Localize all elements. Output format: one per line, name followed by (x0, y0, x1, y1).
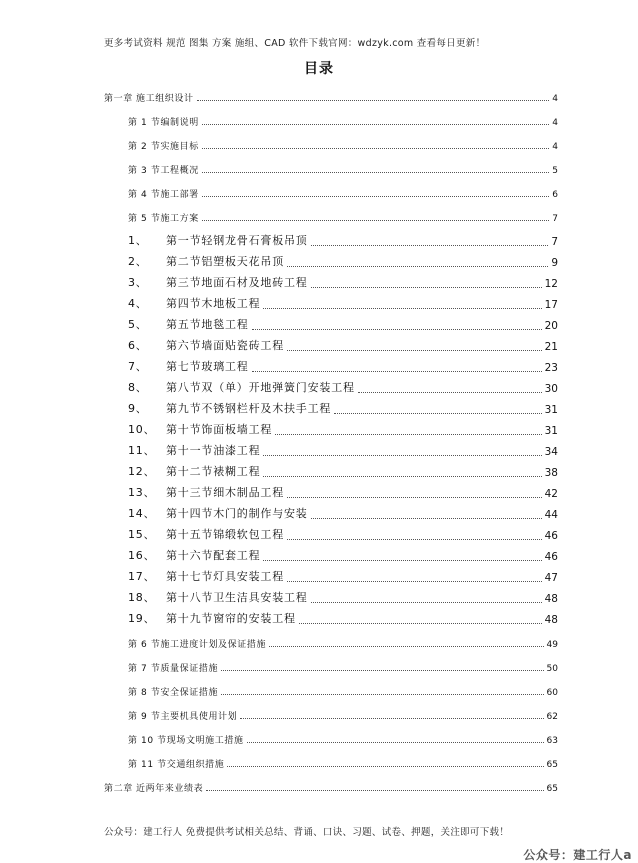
dot-leader (263, 475, 541, 477)
toc-entry-page: 7 (551, 236, 558, 248)
toc-entry-title: 交通组织措施 (166, 760, 225, 770)
dot-leader (227, 765, 543, 767)
toc-entry-number: 15、 (128, 528, 156, 541)
dot-leader (275, 433, 541, 435)
dot-leader (206, 789, 543, 791)
toc-entry-number: 第 2 节 (128, 142, 161, 152)
toc-entry[interactable] (128, 112, 558, 128)
toc-entry-page: 31 (544, 404, 558, 416)
dot-leader (287, 538, 542, 540)
toc-entry-title: 第三节地面石材及地砖工程 (166, 276, 308, 289)
toc-entry-page: 20 (544, 320, 558, 332)
toc-entry[interactable] (128, 295, 558, 311)
toc-entry-page: 23 (544, 362, 558, 374)
toc-entry-page: 4 (552, 94, 558, 104)
toc-entry-title: 第四节木地板工程 (166, 297, 261, 310)
page-title: 目录 (304, 61, 334, 77)
toc-entry-number: 第 9 节 (128, 712, 161, 722)
toc-entry-page: 30 (544, 383, 558, 395)
header-note: 更多考试资料 规范 图集 方案 施组、CAD 软件下载官网：wdzyk.com 查看每日更新！ (104, 38, 486, 49)
toc-entry-page: 5 (552, 166, 558, 176)
toc-entry-number: 第 11 节 (128, 760, 167, 770)
toc-entry-page: 46 (544, 551, 558, 563)
toc-entry-number: 18、 (128, 591, 156, 604)
toc-entry[interactable] (128, 706, 558, 722)
toc-entry-title: 第十三节细木制品工程 (166, 486, 284, 499)
toc-entry-number: 2、 (128, 255, 148, 268)
dot-leader (202, 123, 549, 125)
toc-entry-number: 第一章 (104, 94, 133, 104)
toc-entry-number: 17、 (128, 570, 156, 583)
dot-leader (202, 171, 549, 173)
dot-leader (311, 286, 542, 288)
toc-entry[interactable] (128, 136, 558, 152)
dot-leader (202, 219, 549, 221)
toc-entry-number: 19、 (128, 612, 156, 625)
toc-entry-number: 7、 (128, 360, 148, 373)
toc-entry-page: 44 (544, 509, 558, 521)
toc-entry-number: 9、 (128, 402, 148, 415)
toc-entry-title: 施工组织设计 (136, 94, 194, 104)
toc-entry-page: 49 (546, 640, 558, 650)
toc-entry-page: 9 (551, 257, 558, 269)
dot-leader (311, 244, 549, 246)
toc-entry-number: 10、 (128, 423, 156, 436)
toc-entry[interactable] (128, 208, 558, 224)
toc-entry-title: 第二节铝塑板天花吊顶 (166, 255, 284, 268)
toc-entry-number: 第 8 节 (128, 688, 161, 698)
dot-leader (311, 601, 542, 603)
dot-leader (252, 370, 542, 372)
dot-leader (299, 622, 542, 624)
toc-entry-title: 近两年来业绩表 (136, 784, 204, 794)
toc-entry[interactable] (128, 337, 558, 353)
toc-entry-title: 施工方案 (160, 214, 199, 224)
toc-entry-title: 第十二节裱糊工程 (166, 465, 261, 478)
toc-entry-page: 65 (546, 784, 558, 794)
toc-entry-page: 50 (546, 664, 558, 674)
toc-entry[interactable] (128, 547, 558, 563)
toc-entry-title: 第一节轻钢龙骨石膏板吊顶 (166, 234, 308, 247)
toc-entry-page: 62 (546, 712, 558, 722)
dot-leader (334, 412, 541, 414)
toc-entry[interactable] (104, 88, 558, 104)
dot-leader (247, 741, 544, 743)
toc-entry-number: 12、 (128, 465, 156, 478)
toc-entry-number: 第 7 节 (128, 664, 161, 674)
toc-entry-page: 31 (544, 425, 558, 437)
toc-entry[interactable] (128, 421, 558, 437)
toc-entry-page: 7 (552, 214, 558, 224)
toc-entry-number: 第二章 (104, 784, 133, 794)
toc-entry[interactable] (128, 358, 558, 374)
toc-entry-number: 第 4 节 (128, 190, 161, 200)
dot-leader (269, 645, 543, 647)
toc-entry-number: 6、 (128, 339, 148, 352)
toc-entry-page: 42 (544, 488, 558, 500)
toc-entry-title: 第九节不锈钢栏杆及木扶手工程 (166, 402, 332, 415)
toc-entry-title: 安全保证措施 (160, 688, 219, 698)
toc-entry[interactable] (128, 568, 558, 584)
toc-entry-page: 34 (544, 446, 558, 458)
toc-entry-page: 60 (546, 688, 558, 698)
toc-entry-number: 4、 (128, 297, 148, 310)
dot-leader (197, 99, 550, 101)
toc-entry-page: 4 (552, 142, 558, 152)
toc-entry-title: 第五节地毯工程 (166, 318, 249, 331)
toc-entry-page: 12 (544, 278, 558, 290)
toc-entry-title: 质量保证措施 (160, 664, 219, 674)
toc-entry[interactable] (128, 589, 558, 605)
dot-leader (240, 717, 543, 719)
toc-entry-title: 主要机具使用计划 (160, 712, 238, 722)
toc-entry-page: 21 (544, 341, 558, 353)
toc-entry-title: 编制说明 (160, 118, 199, 128)
toc-entry[interactable] (104, 778, 558, 794)
toc-entry-number: 5、 (128, 318, 148, 331)
toc-entry-page: 47 (544, 572, 558, 584)
toc-entry-title: 第十节饰面板墙工程 (166, 423, 273, 436)
toc-entry[interactable] (128, 754, 558, 770)
toc-entry-title: 现场文明施工措施 (166, 736, 244, 746)
toc-entry-number: 11、 (128, 444, 156, 457)
toc-entry[interactable] (128, 184, 558, 200)
dot-leader (221, 693, 543, 695)
toc-entry-title: 工程概况 (160, 166, 199, 176)
toc-entry-number: 第 3 节 (128, 166, 161, 176)
toc-entry-number: 16、 (128, 549, 156, 562)
toc-entry[interactable] (128, 253, 558, 269)
toc-entry-number: 第 6 节 (128, 640, 161, 650)
toc-entry-number: 第 10 节 (128, 736, 167, 746)
dot-leader (358, 391, 542, 393)
dot-leader (252, 328, 542, 330)
toc-entry-title: 施工部署 (160, 190, 199, 200)
toc-entry-page: 6 (552, 190, 558, 200)
toc-entry-page: 46 (544, 530, 558, 542)
toc-entry-page: 48 (544, 614, 558, 626)
toc-entry-title: 第十六节配套工程 (166, 549, 261, 562)
dot-leader (287, 580, 542, 582)
toc-entry[interactable] (128, 463, 558, 479)
toc-entry-number: 14、 (128, 507, 156, 520)
toc-entry-title: 第七节玻璃工程 (166, 360, 249, 373)
toc-entry-title: 第八节双（单）开地弹簧门安装工程 (166, 381, 355, 394)
watermark: 公众号：建工行人a (523, 848, 632, 862)
toc-entry-title: 施工进度计划及保证措施 (160, 640, 267, 650)
toc-entry-title: 第十九节窗帘的安装工程 (166, 612, 296, 625)
toc-entry-page: 17 (544, 299, 558, 311)
dot-leader (221, 669, 543, 671)
dot-leader (202, 195, 549, 197)
dot-leader (287, 265, 548, 267)
toc-entry[interactable] (128, 316, 558, 332)
toc-entry-title: 第十四节木门的制作与安装 (166, 507, 308, 520)
toc-entry-title: 第十一节油漆工程 (166, 444, 261, 457)
toc-entry-number: 8、 (128, 381, 148, 394)
toc-entry-page: 63 (546, 736, 558, 746)
toc-entry[interactable] (128, 274, 558, 290)
toc-entry[interactable] (128, 526, 558, 542)
toc-entry-title: 实施目标 (160, 142, 199, 152)
toc-entry-title: 第十七节灯具安装工程 (166, 570, 284, 583)
dot-leader (263, 559, 541, 561)
toc-entry[interactable] (128, 610, 558, 626)
dot-leader (263, 454, 541, 456)
toc-entry-title: 第十八节卫生洁具安装工程 (166, 591, 308, 604)
toc-entry[interactable] (128, 232, 558, 248)
toc-entry[interactable] (128, 634, 558, 650)
toc-entry-number: 1、 (128, 234, 148, 247)
toc-entry[interactable] (128, 484, 558, 500)
toc-entry-title: 第六节墙面贴瓷砖工程 (166, 339, 284, 352)
toc-entry[interactable] (128, 658, 558, 674)
toc-entry-number: 3、 (128, 276, 148, 289)
toc-entry-title: 第十五节锦缎软包工程 (166, 528, 284, 541)
toc-entry[interactable] (128, 442, 558, 458)
dot-leader (202, 147, 549, 149)
toc-entry[interactable] (128, 160, 558, 176)
toc-entry-number: 第 5 节 (128, 214, 161, 224)
dot-leader (287, 496, 542, 498)
toc-entry[interactable] (128, 379, 558, 395)
toc-entry-page: 48 (544, 593, 558, 605)
toc-entry-number: 13、 (128, 486, 156, 499)
toc-entry-page: 38 (544, 467, 558, 479)
toc-entry[interactable] (128, 505, 558, 521)
toc-entry[interactable] (128, 682, 558, 698)
footer-note: 公众号：建工行人 免费提供考试相关总结、背诵、口诀、习题、试卷、押题，关注即可下载！ (104, 827, 510, 838)
toc-entry-number: 第 1 节 (128, 118, 161, 128)
toc-entry[interactable] (128, 730, 558, 746)
dot-leader (263, 307, 541, 309)
toc-entry-page: 65 (546, 760, 558, 770)
toc-entry-page: 4 (552, 118, 558, 128)
dot-leader (311, 517, 542, 519)
dot-leader (287, 349, 542, 351)
toc-entry[interactable] (128, 400, 558, 416)
